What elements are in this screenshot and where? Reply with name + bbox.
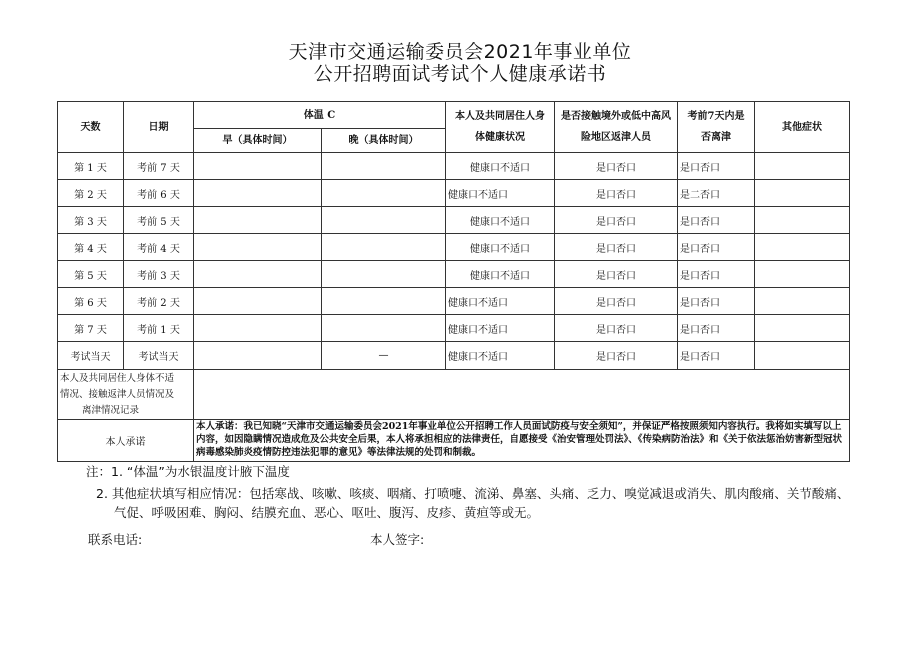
row-morning-cell[interactable]	[194, 207, 322, 234]
row-morning-cell[interactable]	[194, 261, 322, 288]
row-left-tianjin[interactable]: 是口否口	[678, 288, 755, 315]
row-left-tianjin[interactable]: 是口否口	[678, 207, 755, 234]
row-other-cell[interactable]	[755, 180, 850, 207]
header-left-line2: 否离津	[701, 132, 732, 143]
row-date: 考前 4 天	[124, 234, 194, 261]
row-morning-cell[interactable]	[194, 180, 322, 207]
header-health-status	[446, 102, 555, 153]
row-left-tianjin[interactable]: 是口否口	[678, 261, 755, 288]
row-morning-cell[interactable]	[194, 234, 322, 261]
row-date: 考前 7 天	[124, 153, 194, 180]
row-day: 第 2 天	[58, 180, 124, 207]
row-other-cell[interactable]	[755, 288, 850, 315]
row-evening-cell[interactable]	[322, 207, 446, 234]
row-evening-cell[interactable]	[322, 180, 446, 207]
header-date: 日期	[124, 102, 194, 153]
header-evening: 晚（具体时间）	[322, 129, 446, 153]
row-contact[interactable]: 是口否口	[555, 180, 678, 207]
note-other-symptoms: 2. 其他症状填写相应情况：包括寒战、咳嗽、咳痰、咽痛、打喷嚏、流涕、鼻塞、头痛、乏力、嗅觉减退或消失、肌肉酸痛、关节酸痛、气促、呼吸困难、胸闷、结膜充血、恶心、呕吐、腹泻、皮疹、黄疸等或无。	[96, 486, 850, 520]
note-temperature: 注：1. “体温”为水银温度计腋下温度	[86, 464, 290, 479]
row-date: 考试当天	[124, 342, 194, 370]
row-health[interactable]: 健康口不适口	[446, 234, 555, 261]
row-health[interactable]: 健康口不适口	[446, 153, 555, 180]
row-evening-cell[interactable]: —	[322, 342, 446, 370]
row-health[interactable]: 健康口不适口	[446, 342, 555, 370]
row-health[interactable]: 健康口不适口	[446, 288, 555, 315]
row-left-tianjin[interactable]: 是口否口	[678, 153, 755, 180]
notes-section	[84, 462, 854, 522]
record-label	[58, 370, 194, 420]
promise-text: 本人承诺：我已知晓“天津市交通运输委员会2021年事业单位公开招聘工作人员面试防疫与安全须知”，并保证严格按照须知内容执行。我将如实填写以上内容，如因隐瞒情况造成危及公共安全后果，本人将承担相应的法律责任，自愿接受《治安管理处罚法》、《传染病防治法》和《关于依法惩治妨害新型冠状病毒感染肺炎疫情防控违法犯罪的意见》等法律法规的处罚和制裁。	[194, 420, 850, 462]
row-date: 考前 3 天	[124, 261, 194, 288]
row-contact[interactable]: 是口否口	[555, 207, 678, 234]
row-other-cell[interactable]	[755, 234, 850, 261]
row-contact[interactable]: 是口否口	[555, 288, 678, 315]
form-title-line1: 天津市交通运输委员会2021年事业单位	[288, 41, 632, 63]
row-contact[interactable]: 是口否口	[555, 315, 678, 342]
row-health[interactable]: 健康口不适口	[446, 261, 555, 288]
row-day: 考试当天	[58, 342, 124, 370]
table-row	[58, 153, 850, 180]
table-row	[58, 342, 850, 370]
table-row	[58, 180, 850, 207]
record-label-line3: 离津情况记录	[82, 404, 140, 416]
table-row	[58, 315, 850, 342]
row-date: 考前 6 天	[124, 180, 194, 207]
row-contact[interactable]: 是口否口	[555, 342, 678, 370]
row-evening-cell[interactable]	[322, 153, 446, 180]
header-day: 天数	[58, 102, 124, 153]
header-left-line1: 考前7天内是	[687, 111, 745, 122]
row-day: 第 4 天	[58, 234, 124, 261]
row-other-cell[interactable]	[755, 315, 850, 342]
contact-phone-label: 联系电话:	[88, 532, 143, 547]
table-row	[58, 207, 850, 234]
record-label-line1: 本人及共同居住人身体不适	[60, 372, 175, 384]
row-morning-cell[interactable]	[194, 342, 322, 370]
table-row	[58, 261, 850, 288]
row-day: 第 3 天	[58, 207, 124, 234]
header-morning: 早（具体时间）	[194, 129, 322, 153]
row-other-cell[interactable]	[755, 261, 850, 288]
header-health-line2: 体健康状况	[475, 132, 526, 143]
row-day: 第 5 天	[58, 261, 124, 288]
row-left-tianjin[interactable]: 是口否口	[678, 234, 755, 261]
row-date: 考前 2 天	[124, 288, 194, 315]
header-contact-line2: 险地区返津人员	[581, 132, 652, 143]
row-other-cell[interactable]	[755, 342, 850, 370]
row-contact[interactable]: 是口否口	[555, 153, 678, 180]
row-contact[interactable]: 是口否口	[555, 234, 678, 261]
row-left-tianjin[interactable]: 是二否口	[678, 180, 755, 207]
header-temperature: 体温 C	[194, 102, 446, 129]
row-evening-cell[interactable]	[322, 288, 446, 315]
record-input-cell[interactable]	[194, 370, 850, 420]
row-evening-cell[interactable]	[322, 261, 446, 288]
row-evening-cell[interactable]	[322, 315, 446, 342]
header-left-tianjin	[678, 102, 755, 153]
row-health[interactable]: 健康口不适口	[446, 180, 555, 207]
signature-label: 本人签字:	[370, 532, 425, 547]
header-health-line1: 本人及共同居住人身	[455, 111, 546, 122]
row-other-cell[interactable]	[755, 153, 850, 180]
form-title-line2: 公开招聘面试考试个人健康承诺书	[313, 63, 607, 85]
header-other-symptoms: 其他症状	[755, 102, 850, 153]
row-day: 第 6 天	[58, 288, 124, 315]
header-contact-line1: 是否接触境外或低中高风	[561, 111, 672, 122]
row-morning-cell[interactable]	[194, 288, 322, 315]
row-morning-cell[interactable]	[194, 153, 322, 180]
header-contact	[555, 102, 678, 153]
row-evening-cell[interactable]	[322, 234, 446, 261]
row-other-cell[interactable]	[755, 207, 850, 234]
row-date: 考前 1 天	[124, 315, 194, 342]
promise-label: 本人承诺	[58, 420, 194, 462]
row-left-tianjin[interactable]: 是口否口	[678, 342, 755, 370]
row-date: 考前 5 天	[124, 207, 194, 234]
row-morning-cell[interactable]	[194, 315, 322, 342]
record-label-line2: 情况、接触返津人员情况及	[60, 388, 175, 400]
row-day: 第 7 天	[58, 315, 124, 342]
table-row	[58, 288, 850, 315]
row-health[interactable]: 健康口不适口	[446, 315, 555, 342]
table-row	[58, 234, 850, 261]
row-health[interactable]: 健康口不适口	[446, 207, 555, 234]
row-contact[interactable]: 是口否口	[555, 261, 678, 288]
health-commitment-table	[57, 101, 850, 462]
row-left-tianjin[interactable]: 是口否口	[678, 315, 755, 342]
row-day: 第 1 天	[58, 153, 124, 180]
